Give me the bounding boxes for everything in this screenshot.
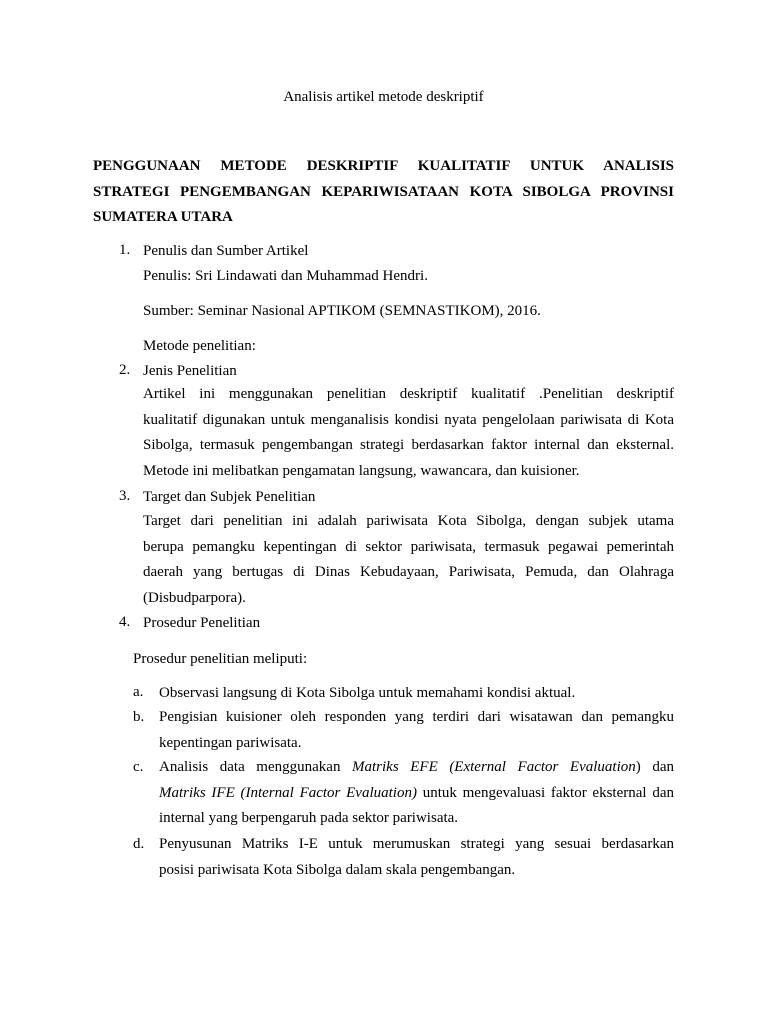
article-heading-line: PENGGUNAAN METODE DESKRIPTIF KUALITATIF UNTUK ANALISIS xyxy=(93,158,674,174)
list-item-label: b. xyxy=(133,709,145,725)
section-title: Target dan Subjek Penelitian xyxy=(143,489,316,505)
list-item-label: a. xyxy=(133,684,144,700)
article-heading xyxy=(93,154,674,231)
section-number: 3. xyxy=(119,488,131,504)
italic-term: Matriks EFE (External Factor Evaluation xyxy=(352,759,636,775)
paragraph-line: berupa pemangku kepentingan di sektor pariwisata, termasuk pegawai pemerintah xyxy=(143,538,674,555)
procedure-intro: Prosedur penelitian meliputi: xyxy=(133,651,308,667)
text-run: untuk mengevaluasi faktor eksternal dan xyxy=(416,784,674,801)
section-paragraph xyxy=(143,509,674,611)
list-item-line: kepentingan pariwisata. xyxy=(159,734,302,751)
list-item-text xyxy=(159,755,674,832)
section-number: 4. xyxy=(119,614,131,630)
section-paragraph xyxy=(143,382,674,484)
document-title: Analisis artikel metode deskriptif xyxy=(283,89,484,105)
source-line: Sumber: Seminar Nasional APTIKOM (SEMNASTIKOM), 2016. xyxy=(143,303,541,319)
paragraph-line: Metode ini melibatkan pengamatan langsung, wawancara, dan kuisioner. xyxy=(143,462,580,479)
list-item-line: Penyusunan Matriks I-E untuk merumuskan strategi yang sesuai berdasarkan xyxy=(159,836,674,852)
list-item-line: Pengisian kuisioner oleh responden yang terdiri dari wisatawan dan pemangku xyxy=(159,709,674,725)
list-item-line: internal yang berpengaruh pada sektor pariwisata. xyxy=(159,810,459,826)
section-title: Penulis dan Sumber Artikel xyxy=(143,243,309,259)
section-title: Prosedur Penelitian xyxy=(143,615,261,631)
method-label: Metode penelitian: xyxy=(143,338,256,354)
paragraph-line: Sibolga, termasuk pengembangan strategi berdasarkan faktor internal dan eksternal. xyxy=(143,437,674,453)
paragraph-line: (Disbudparpora). xyxy=(143,589,246,606)
list-item-label: c. xyxy=(133,759,144,775)
list-item-line: posisi pariwisata Kota Sibolga dalam skala pengembangan. xyxy=(159,861,516,878)
paragraph-line: Target dari penelitian ini adalah pariwisata Kota Sibolga, dengan subjek utama xyxy=(143,513,674,529)
list-item-text: Observasi langsung di Kota Sibolga untuk memahami kondisi aktual. xyxy=(159,685,576,701)
list-item-line xyxy=(159,781,674,807)
text-run: Analisis data menggunakan xyxy=(159,759,353,775)
paragraph-line: daerah yang bertugas di Dinas Kebudayaan, Pariwisata, Pemuda, dan Olahraga xyxy=(143,564,674,580)
section-number: 1. xyxy=(119,242,131,258)
italic-term: Matriks IFE (Internal Factor Evaluation) xyxy=(159,784,417,801)
paragraph-line: Artikel ini menggunakan penelitian deskriptif kualitatif .Penelitian deskriptif xyxy=(143,386,674,402)
section-title: Jenis Penelitian xyxy=(143,363,237,379)
list-item-text xyxy=(159,832,674,883)
article-heading-line: STRATEGI PENGEMBANGAN KEPARIWISATAAN KOTA SIBOLGA PROVINSI xyxy=(93,183,674,200)
text-run: ) dan xyxy=(635,759,674,775)
section-number: 2. xyxy=(119,362,131,378)
document-page xyxy=(93,0,674,1024)
author-line: Penulis: Sri Lindawati dan Muhammad Hendri. xyxy=(143,268,428,284)
list-item-text xyxy=(159,705,674,756)
paragraph-line: kualitatif digunakan untuk menganalisis kondisi nyata pengelolaan pariwisata di Kota xyxy=(143,411,674,428)
list-item-label: d. xyxy=(133,836,145,852)
list-item-line xyxy=(159,755,674,781)
article-heading-line: SUMATERA UTARA xyxy=(93,209,233,225)
